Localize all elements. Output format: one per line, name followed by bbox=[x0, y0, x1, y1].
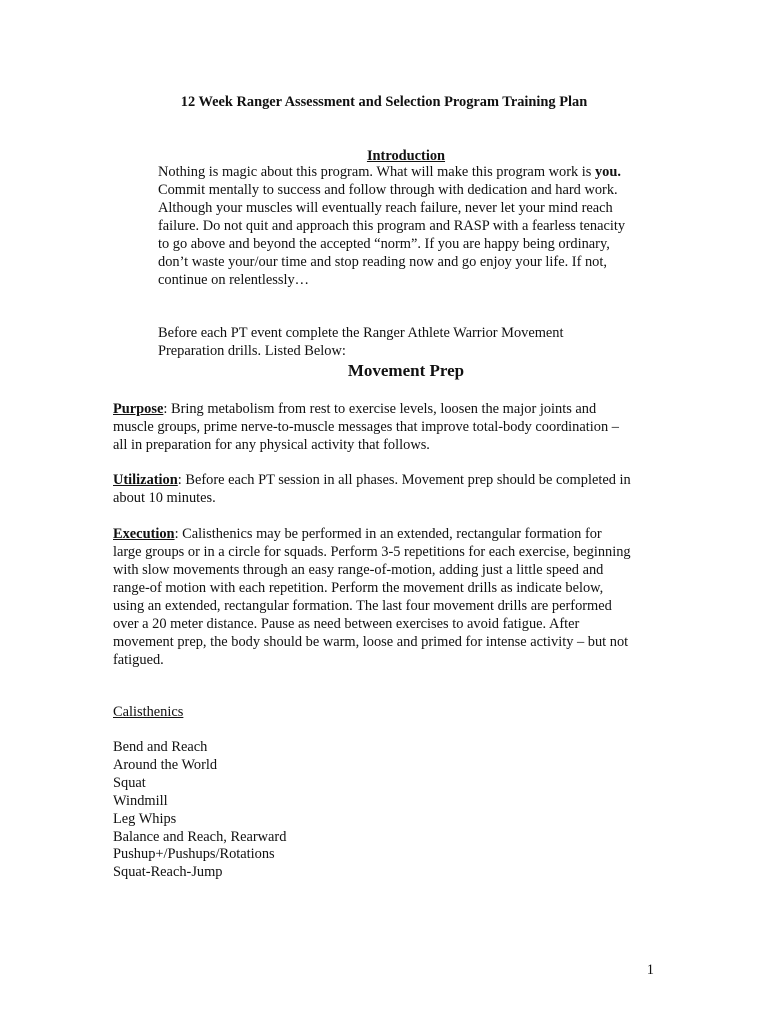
calisthenics-heading: Calisthenics bbox=[113, 704, 184, 720]
intro-line: Commit mentally to success and follow through with dedication and hard work. bbox=[158, 182, 618, 198]
execution-line: movement prep, the body should be warm, loose and primed for intense activity – but not bbox=[113, 634, 629, 650]
execution-line: fatigued. bbox=[113, 652, 164, 668]
exercise-list bbox=[113, 739, 286, 882]
exercise-item: Windmill bbox=[113, 792, 168, 809]
execution-line: with slow movements through an easy range-of-motion, adding just a little speed and bbox=[113, 562, 604, 578]
execution-line: range-of motion with each repetition. Perform the movement drills as indicate below, bbox=[113, 580, 604, 596]
intro-line: Although your muscles will eventually reach failure, never let your mind reach bbox=[158, 200, 613, 216]
introduction-heading: Introduction bbox=[366, 148, 446, 164]
utilization-line: about 10 minutes. bbox=[113, 490, 216, 506]
exercise-item: Around the World bbox=[113, 756, 218, 773]
intro-line: Nothing is magic about this program. What will make this program work is you. bbox=[158, 164, 621, 180]
exercise-item: Squat-Reach-Jump bbox=[113, 864, 223, 881]
intro-line: continue on relentlessly… bbox=[158, 272, 310, 288]
utilization-term: Utilization bbox=[113, 472, 178, 488]
intro-line: to go above and beyond the accepted “norm”. If you are happy being ordinary, bbox=[158, 236, 610, 252]
purpose-line: all in preparation for any physical activity that follows. bbox=[113, 437, 430, 453]
exercise-item: Pushup+/Pushups/Rotations bbox=[113, 846, 275, 863]
execution-line: over a 20 meter distance. Pause as need between exercises to avoid fatigue. After bbox=[113, 616, 580, 632]
exercise-item: Leg Whips bbox=[113, 810, 177, 827]
utilization-paragraph bbox=[113, 471, 673, 507]
execution-line: Execution: Calisthenics may be performed in an extended, rectangular formation for bbox=[113, 526, 602, 542]
prep-note-line: Before each PT event complete the Ranger Athlete Warrior Movement bbox=[158, 325, 564, 341]
purpose-line: Purpose: Bring metabolism from rest to exercise levels, loosen the major joints and bbox=[113, 401, 597, 417]
introduction-paragraph bbox=[158, 163, 658, 289]
purpose-term: Purpose bbox=[113, 401, 164, 417]
exercise-item: Squat bbox=[113, 774, 146, 791]
intro-line: don’t waste your/our time and stop reading now and go enjoy your life. If not, bbox=[158, 254, 607, 270]
page-number: 1 bbox=[646, 962, 654, 978]
execution-paragraph bbox=[113, 525, 673, 669]
purpose-paragraph bbox=[113, 400, 673, 454]
execution-term: Execution bbox=[113, 526, 175, 542]
execution-line: large groups or in a circle for squads. Perform 3-5 repetitions for each exercise, beginning bbox=[113, 544, 631, 560]
execution-line: using an extended, rectangular formation. The last four movement drills are performed bbox=[113, 598, 612, 614]
purpose-line: muscle groups, prime nerve-to-muscle messages that improve total-body coordination – bbox=[113, 419, 619, 435]
intro-emphasis: you. bbox=[594, 164, 621, 180]
prep-note-line: Preparation drills. Listed Below: bbox=[158, 343, 346, 359]
intro-line: failure. Do not quit and approach this program and RASP with a fearless tenacity bbox=[158, 218, 626, 234]
movement-prep-heading: Movement Prep bbox=[347, 361, 465, 380]
preparation-note bbox=[158, 324, 658, 360]
exercise-item: Bend and Reach bbox=[113, 739, 208, 755]
utilization-line: Utilization: Before each PT session in all phases. Movement prep should be completed in bbox=[113, 472, 631, 488]
exercise-item: Balance and Reach, Rearward bbox=[113, 828, 287, 845]
document-title: 12 Week Ranger Assessment and Selection Program Training Plan bbox=[180, 94, 588, 110]
